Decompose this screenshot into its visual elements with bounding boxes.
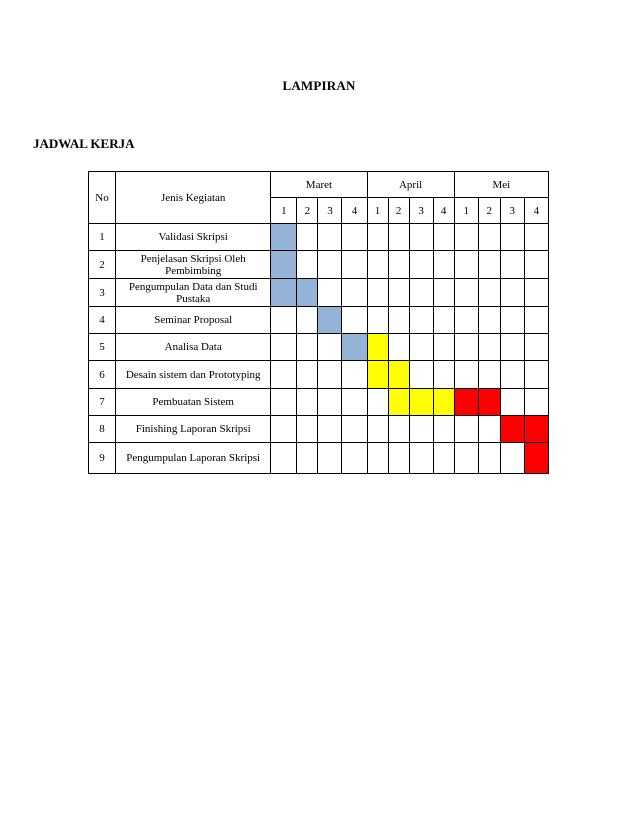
table-row [89,334,549,361]
header-no: No [89,172,116,224]
week-header-cell: 1 [454,198,478,224]
schedule-cell [500,334,524,361]
schedule-cell-filled [271,251,297,279]
schedule-cell [318,251,342,279]
table-row [89,251,549,279]
schedule-cell [367,279,388,307]
schedule-cell [388,279,409,307]
schedule-cell [409,279,433,307]
schedule-cell [409,416,433,443]
schedule-cell [454,224,478,251]
schedule-cell [367,443,388,474]
schedule-cell [454,279,478,307]
schedule-cell [433,361,454,389]
schedule-cell [297,224,318,251]
schedule-cell [342,443,367,474]
schedule-cell [342,361,367,389]
schedule-cell-filled [297,279,318,307]
schedule-cell [500,443,524,474]
header-activity: Jenis Kegiatan [116,172,271,224]
schedule-cell [454,416,478,443]
schedule-cell [409,361,433,389]
schedule-cell-filled [478,389,500,416]
schedule-cell [271,416,297,443]
page-title: LAMPIRAN [282,78,356,93]
week-header-cell: 3 [318,198,342,224]
schedule-cell [433,416,454,443]
activity-name: Validasi Skripsi [116,224,271,251]
schedule-cell [500,279,524,307]
schedule-cell [297,307,318,334]
schedule-cell [297,361,318,389]
schedule-cell-filled [433,389,454,416]
schedule-cell [454,307,478,334]
schedule-cell [500,389,524,416]
schedule-cell [271,443,297,474]
schedule-cell [454,361,478,389]
schedule-cell [388,307,409,334]
schedule-cell-filled [367,361,388,389]
week-header-cell: 4 [433,198,454,224]
activity-name: Penjelasan Skripsi Oleh Pembimbing [116,251,271,279]
schedule-cell [297,251,318,279]
schedule-cell [478,334,500,361]
week-header-cell: 4 [524,198,548,224]
schedule-cell [342,279,367,307]
schedule-cell-filled [367,334,388,361]
schedule-cell [524,251,548,279]
schedule-cell-filled [500,416,524,443]
schedule-cell-filled [318,307,342,334]
schedule-cell [433,443,454,474]
schedule-cell [318,224,342,251]
activity-name: Pembuatan Sistem [116,389,271,416]
schedule-cell [478,361,500,389]
schedule-cell-filled [271,279,297,307]
schedule-cell [478,307,500,334]
table-row [89,307,549,334]
schedule-cell [388,443,409,474]
schedule-cell [388,251,409,279]
schedule-cell [342,389,367,416]
row-number: 9 [89,443,116,474]
schedule-cell [367,224,388,251]
schedule-cell [409,443,433,474]
row-number: 1 [89,224,116,251]
activity-name: Pengumpulan Data dan Studi Pustaka [116,279,271,307]
schedule-cell [524,224,548,251]
week-header-cell: 1 [271,198,297,224]
week-header-cell: 3 [409,198,433,224]
schedule-cell [318,443,342,474]
schedule-cell [297,389,318,416]
schedule-cell [478,251,500,279]
schedule-cell [318,334,342,361]
schedule-cell [454,443,478,474]
week-header-cell: 1 [367,198,388,224]
schedule-cell [409,307,433,334]
schedule-cell [271,361,297,389]
week-header-cell: 2 [478,198,500,224]
schedule-cell-filled [524,416,548,443]
schedule-cell [433,307,454,334]
schedule-cell-filled [388,389,409,416]
schedule-cell [367,251,388,279]
schedule-cell [454,251,478,279]
schedule-cell [409,334,433,361]
row-number: 3 [89,279,116,307]
schedule-cell [433,251,454,279]
week-header-cell: 4 [342,198,367,224]
table-row [89,224,549,251]
schedule-cell-filled [454,389,478,416]
schedule-cell [409,224,433,251]
schedule-cell [524,307,548,334]
schedule-cell [342,224,367,251]
activity-name: Finishing Laporan Skripsi [116,416,271,443]
schedule-cell [318,279,342,307]
schedule-cell [367,389,388,416]
schedule-cell [297,443,318,474]
schedule-cell [297,334,318,361]
schedule-cell-filled [271,224,297,251]
table-row [89,443,549,474]
row-number: 2 [89,251,116,279]
week-header-cell: 3 [500,198,524,224]
schedule-cell [388,416,409,443]
schedule-cell [524,334,548,361]
table-row [89,279,549,307]
schedule-cell [367,416,388,443]
schedule-cell [271,334,297,361]
schedule-cell [297,416,318,443]
schedule-cell-filled [524,443,548,474]
schedule-cell [271,389,297,416]
row-number: 7 [89,389,116,416]
week-header-cell: 2 [297,198,318,224]
schedule-cell [433,334,454,361]
schedule-cell [478,416,500,443]
schedule-body [89,224,549,474]
schedule-cell [500,251,524,279]
schedule-cell [500,224,524,251]
table-row [89,416,549,443]
schedule-cell [318,389,342,416]
schedule-cell [524,389,548,416]
schedule-cell [433,279,454,307]
header-month-april: April [367,172,454,198]
schedule-cell [318,416,342,443]
section-heading: JADWAL KERJA [33,136,135,151]
schedule-table [88,171,549,474]
schedule-cell [478,443,500,474]
schedule-cell [388,334,409,361]
row-number: 5 [89,334,116,361]
schedule-cell [342,307,367,334]
schedule-cell [318,361,342,389]
schedule-cell [367,307,388,334]
schedule-cell [271,307,297,334]
schedule-cell [409,251,433,279]
schedule-cell [500,307,524,334]
activity-name: Desain sistem dan Prototyping [116,361,271,389]
activity-name: Pengumpulan Laporan Skripsi [116,443,271,474]
schedule-cell-filled [409,389,433,416]
schedule-cell [433,224,454,251]
schedule-cell [388,224,409,251]
header-month-maret: Maret [271,172,367,198]
schedule-cell [500,361,524,389]
row-number: 4 [89,307,116,334]
schedule-cell [342,416,367,443]
row-number: 6 [89,361,116,389]
schedule-cell [342,251,367,279]
schedule-cell [524,361,548,389]
schedule-cell [478,224,500,251]
activity-name: Analisa Data [116,334,271,361]
schedule-cell-filled [388,361,409,389]
row-number: 8 [89,416,116,443]
table-row [89,389,549,416]
header-month-mei: Mei [454,172,548,198]
week-header-cell: 2 [388,198,409,224]
schedule-cell [454,334,478,361]
schedule-cell [524,279,548,307]
schedule-cell-filled [342,334,367,361]
table-row [89,361,549,389]
schedule-cell [478,279,500,307]
activity-name: Seminar Proposal [116,307,271,334]
